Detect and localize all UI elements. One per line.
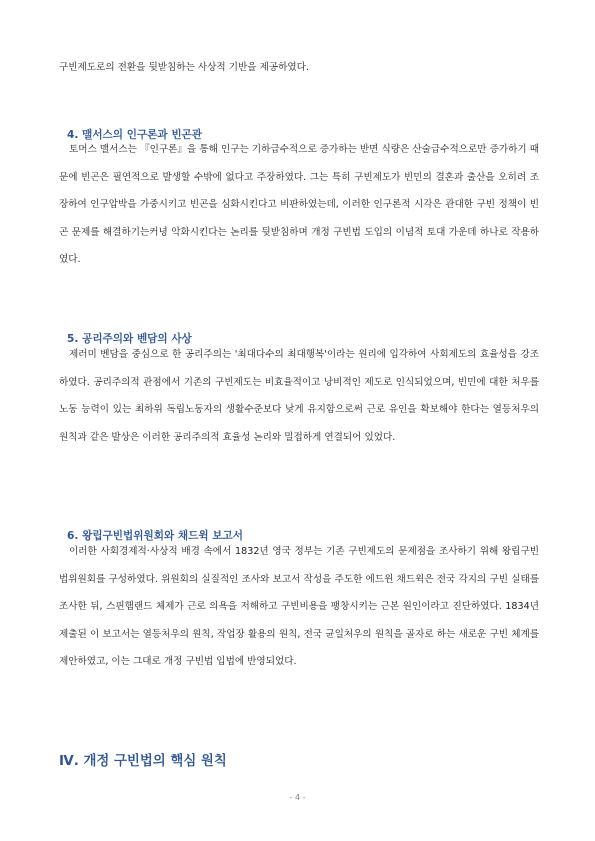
section-body-malthus-text: 토머스 맬서스는 『인구론』을 통해 인구는 기하급수적으로 증가하는 반면 식량은 산술급수적으로만 증가하기 때문에 빈곤은 필연적으로 발생할 수밖에 없다고 주장하였다. 그는 특히 구빈제도가 빈민의 결혼과 출산을 오히려 조장하여 인구압박을 가중시키고 빈곤을 심화시킨다고 비판하였는데, 이러한 인구론적 시각은 관대한 구빈 정책이 빈곤 문제를 해결하기는커녕 악화시킨다는 논리를 뒷받침하며 개정 구빈법 도입의 이념적 토대 가운데 하나로 작용하였다. bbox=[59, 144, 539, 266]
section-heading-malthus: 4. 맬서스의 인구론과 빈곤관 bbox=[67, 129, 203, 141]
chapter-heading: Ⅳ. 개정 구빈법의 핵심 원칙 bbox=[59, 754, 227, 769]
page-number: - 4 - bbox=[289, 793, 306, 802]
section-heading-utilitarianism: 5. 공리주의와 벤담의 사상 bbox=[67, 333, 192, 345]
section-body-utilitarianism bbox=[59, 341, 539, 451]
intro-paragraph-line: 구빈제도로의 전환을 뒷받침하는 사상적 기반을 제공하였다. bbox=[59, 62, 309, 73]
section-body-royal-commission-text: 이러한 사회경제적·사상적 배경 속에서 1832년 영국 정부는 기존 구빈제도의 문제점을 조사하기 위해 왕립구빈법위원회를 구성하였다. 위원회의 실질적인 조사와 보고서 작성을 주도한 에드윈 채드윅은 전국 각지의 구빈 실태를 조사한 뒤, 스핀햄랜드 체제가 근로 의욕을 저해하고 구빈비용을 팽창시키는 근본 원인이라고 진단하였다. 1834년 제출된 이 보고서는 열등처우의 원칙, 작업장 활용의 원칙, 전국 균일처우의 원칙을 골자로 하는 새로운 구빈 체계를 제안하였고, 이는 그대로 개정 구빈법 입법에 반영되었다. bbox=[59, 546, 539, 668]
section-body-malthus bbox=[59, 136, 539, 274]
section-body-utilitarianism-text: 제러미 벤담을 중심으로 한 공리주의는 '최대다수의 최대행복'이라는 원리에 입각하여 사회제도의 효율성을 강조하였다. 공리주의적 관점에서 기존의 구빈제도는 비효율적이고 낭비적인 제도로 인식되었으며, 빈민에 대한 처우를 노동 능력이 있는 최하위 독립노동자의 생활수준보다 낮게 유지함으로써 근로 유인을 확보해야 한다는 열등처우의 원칙과 같은 발상은 이러한 공리주의적 효율성 논리와 밀접하게 연결되어 있었다. bbox=[59, 349, 539, 443]
section-heading-royal-commission: 6. 왕립구빈법위원회와 채드윅 보고서 bbox=[67, 530, 243, 542]
section-body-royal-commission bbox=[59, 538, 539, 676]
